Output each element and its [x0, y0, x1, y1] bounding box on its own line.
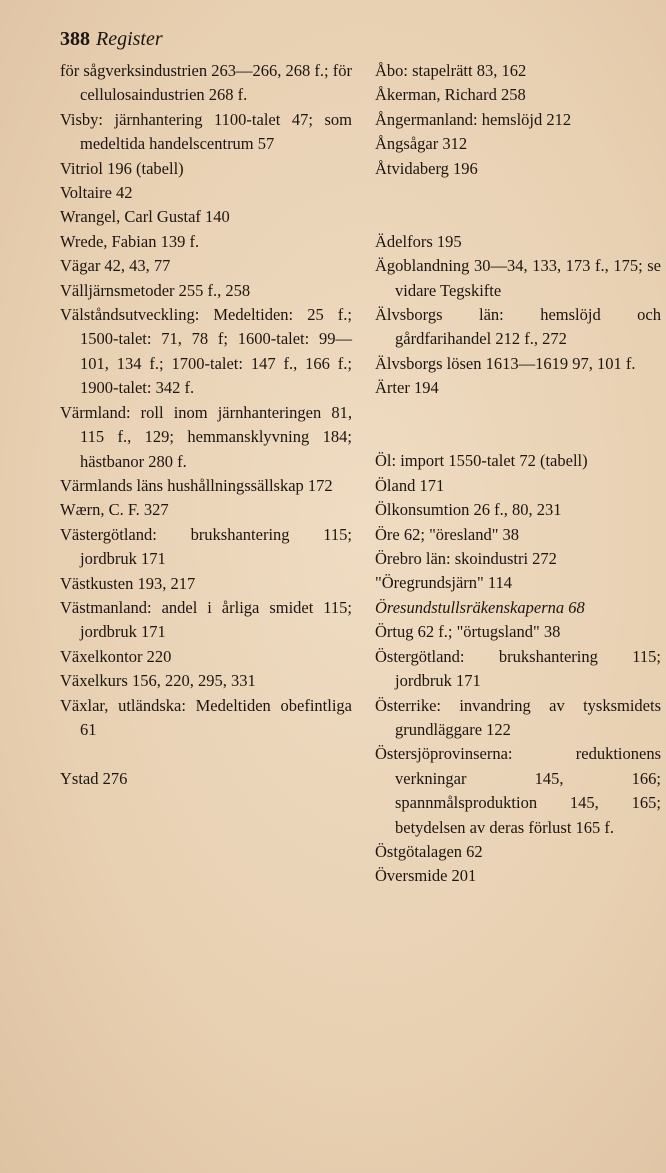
- index-entry: Välståndsutveckling: Medeltiden: 25 f.; 1500-talet: 71, 78 f; 1600-talet: 99—101, 134 f.; 1700-talet: 147 f., 166 f.; 1900-talet: 342 f.: [60, 305, 352, 398]
- index-entry: Åkerman, Richard 258: [375, 85, 526, 105]
- index-entry: Östergötland: brukshantering 115; jordbruk 171: [375, 646, 661, 691]
- index-entry: Vägar 42, 43, 77: [60, 256, 171, 276]
- index-entry: Visby: järnhantering 1100-talet 47; som medeltida handelscentrum 57: [60, 109, 352, 154]
- left-column: [60, 59, 352, 791]
- index-entry: Vitriol 196 (tabell): [60, 158, 184, 178]
- index-entry: Ägoblandning 30—34, 133, 173 f., 175; se vidare Tegskifte: [375, 256, 661, 300]
- index-entry: Wrangel, Carl Gustaf 140: [60, 207, 230, 227]
- index-entry: Örebro län: skoindustri 272: [375, 549, 557, 569]
- index-entry: Åtvidaberg 196: [375, 158, 478, 178]
- index-entry: Västergötland: brukshantering 115; jordbruk 171: [60, 524, 352, 569]
- index-entry: Ångermanland: hemslöjd 212: [375, 109, 572, 129]
- page-header: [60, 26, 163, 52]
- index-entry: Växelkurs 156, 220, 295, 331: [60, 671, 256, 691]
- index-entry: Växelkontor 220: [60, 646, 172, 666]
- index-entry: Örtug 62 f.; "örtugsland" 38: [375, 622, 561, 642]
- index-entry: Östgötalagen 62: [375, 841, 483, 861]
- page-title: Register: [96, 28, 163, 50]
- right-column: [375, 59, 661, 889]
- section-gap: [375, 205, 661, 229]
- index-entry: Västkusten 193, 217: [60, 573, 196, 593]
- index-entry: Värmlands läns hushållningssällskap 172: [60, 475, 333, 495]
- section-gap: [375, 401, 661, 425]
- index-entry: Öresundstullsräkenskaperna 68: [375, 597, 585, 617]
- index-entry: Ädelfors 195: [375, 231, 462, 251]
- section-gap: [375, 425, 661, 449]
- section-gap: [60, 742, 352, 766]
- index-entry: Värmland: roll inom järnhanteringen 81, 115 f., 129; hemmansklyvning 184; hästbanor 280 f.: [60, 402, 352, 471]
- index-entry: Älvsborgs län: hemslöjd och gårdfarihandel 212 f., 272: [375, 305, 661, 349]
- index-entry: Översmide 201: [375, 866, 477, 886]
- index-entry: Växlar, utländska: Medeltiden obefintliga 61: [60, 695, 352, 739]
- index-entry: Välljärnsmetoder 255 f., 258: [60, 280, 251, 300]
- index-entry: Ärter 194: [375, 378, 439, 398]
- index-entry: Voltaire 42: [60, 183, 133, 203]
- index-entry: Wrede, Fabian 139 f.: [60, 231, 200, 251]
- page-number: 388: [60, 28, 90, 50]
- index-entry: Öl: import 1550-talet 72 (tabell): [375, 451, 588, 471]
- section-gap: [375, 181, 661, 205]
- index-entry: Ångsågar 312: [375, 134, 468, 154]
- index-entry: Åbo: stapelrätt 83, 162: [375, 61, 527, 80]
- index-entry: Österrike: invandring av tysksmidets grundläggare 122: [375, 695, 661, 739]
- index-entry: Öland 171: [375, 475, 445, 495]
- index-entry: Älvsborgs lösen 1613—1619 97, 101 f.: [375, 353, 636, 373]
- index-entry: för sågverksindustrien 263—266, 268 f.; för cellulosaindustrien 268 f.: [60, 61, 352, 105]
- index-entry: Västmanland: andel i årliga smidet 115; jordbruk 171: [60, 597, 352, 642]
- index-entry: "Öregrundsjärn" 114: [375, 573, 513, 593]
- index-entry: Öre 62; "öresland" 38: [375, 524, 520, 544]
- index-entry: Östersjöprovinserna: reduktionens verkningar 145, 166; spannmålsproduktion 145, 165; betydelsen av deras förlust 165 f.: [375, 744, 661, 837]
- index-entry: Ystad 276: [60, 768, 128, 788]
- index-entry: Ölkonsumtion 26 f., 80, 231: [375, 500, 562, 520]
- index-entry: Wærn, C. F. 327: [60, 500, 169, 520]
